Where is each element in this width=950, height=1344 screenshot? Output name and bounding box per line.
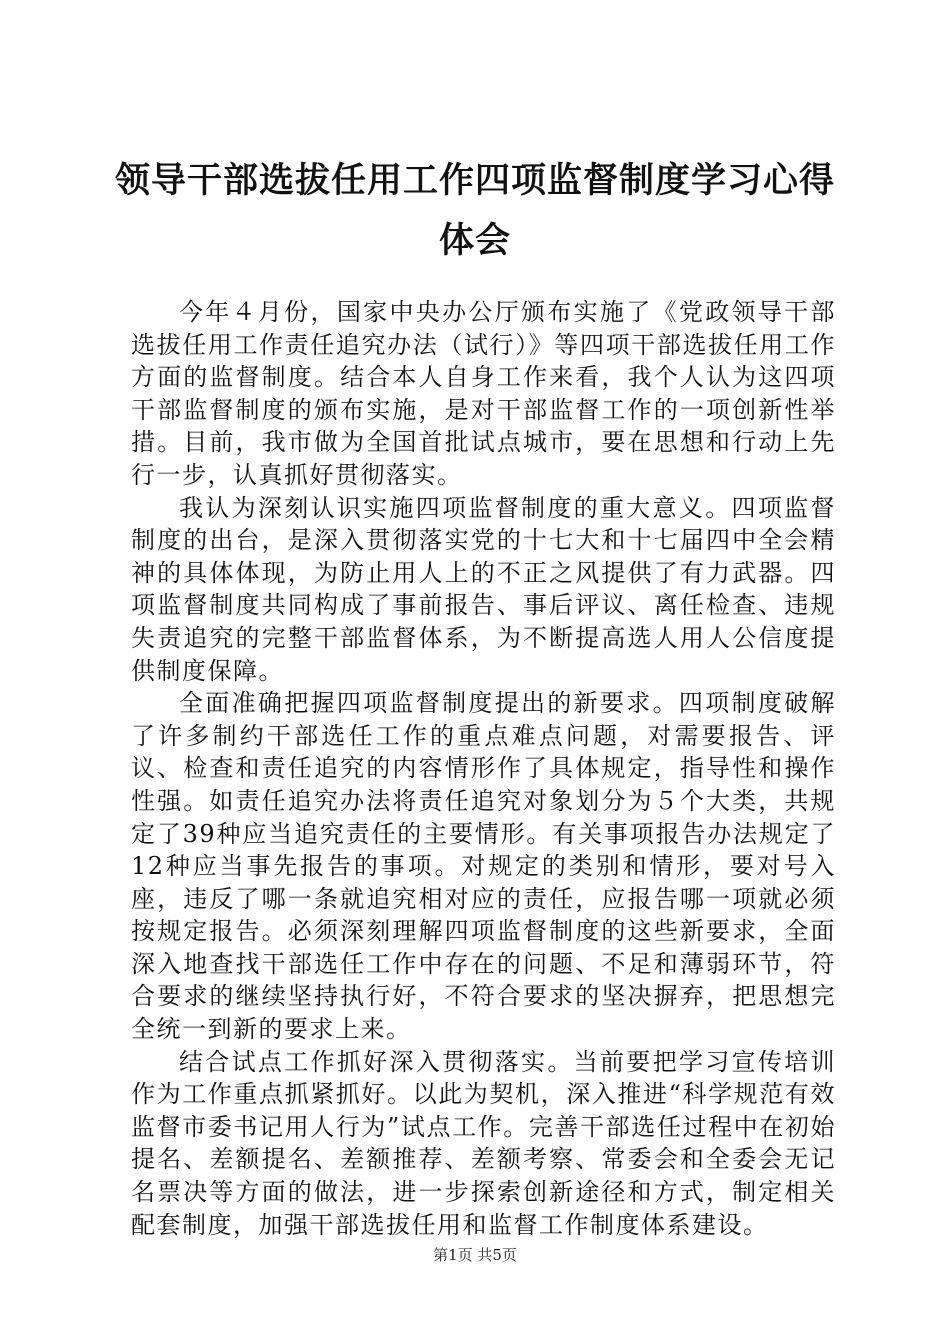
paragraph-3: 全面准确把握四项监督制度提出的新要求。四项制度破解了许多制约干部选任工作的重点难点问题，对需要报告、评议、检查和责任追究的内容情形作了具体规定，指导性和操作性强。如责任追究办法将责任追究对象划分为５个大类，共规定了39种应当追究责任的主要情形。有关事项报告办法规定了12种应当事先报告的事项。对规定的类别和情形，要对号入座，违反了哪一条就追究相对应的责任，应报告哪一项就必须按规定报告。必须深刻理解四项监督制度的这些新要求，全面深入地查找干部选任工作中存在的问题、不足和薄弱环节，符合要求的继续坚持执行好，不符合要求的坚决摒弃，把思想完全统一到新的要求上来。 [131,689,836,1044]
document-body [131,296,836,1241]
paragraph-2: 我认为深刻认识实施四项监督制度的重大意义。四项监督制度的出台，是深入贯彻落实党的十七大和十七届四中全会精神的具体体现，为防止用人上的不正之风提供了有力武器。四项监督制度共同构成了事前报告、事后评议、离任检查、违规失责追究的完整干部监督体系，为不断提高选人用人公信度提供制度保障。 [131,493,836,685]
document-title-line-1: 领导干部选拔任用工作四项监督制度学习心得 [114,161,835,201]
document-title-line-2: 体会 [438,221,511,261]
paragraph-1: 今年４月份，国家中央办公厅颁布实施了《党政领导干部选拔任用工作责任追究办法（试行）》等四项干部选拔任用工作方面的监督制度。结合本人自身工作来看，我个人认为这四项干部监督制度的颁布实施，是对干部监督工作的一项创新性举措。目前，我市做为全国首批试点城市，要在思想和行动上先行一步，认真抓好贯彻落实。 [131,298,836,489]
paragraph-4: 结合试点工作抓好深入贯彻落实。当前要把学习宣传培训作为工作重点抓紧抓好。以此为契机，深入推进“科学规范有效监督市委书记用人行为”试点工作。完善干部选任过程中在初始提名、差额提名、差额推荐、差额考察、常委会和全委会无记名票决等方面的做法，进一步探索创新途径和方式，制定相关配套制度，加强干部选拔任用和监督工作制度体系建设。 [131,1047,836,1239]
page-number-footer: 第1页 共5页 [433,1246,517,1264]
